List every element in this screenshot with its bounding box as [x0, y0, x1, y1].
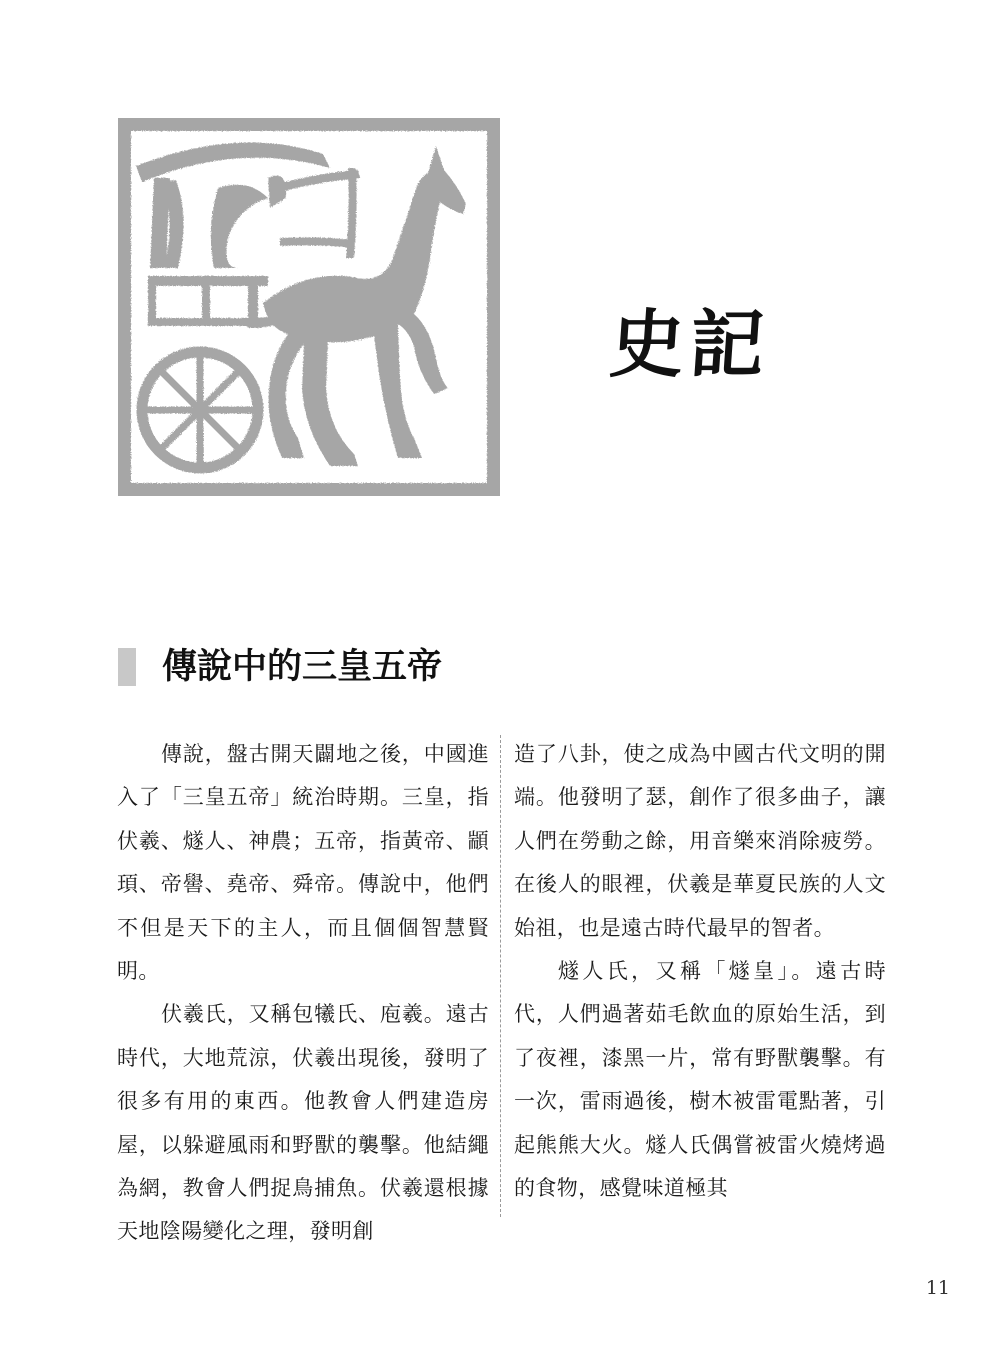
- body-paragraph: 燧人氏，又稱「燧皇」。遠古時代，人們過著茹毛飲血的原始生活，到了夜裡，漆黑一片，常有野獸襲擊。有一次，雷雨過後，樹木被雷電點著，引起熊熊大火。燧人氏偶嘗被雷火燒烤過的食物，感覺味道極其: [514, 959, 886, 1201]
- body-paragraph: 造了八卦，使之成為中國古代文明的開端。他發明了瑟，創作了很多曲子，讓人們在勞動之餘，用音樂來消除疲勞。在後人的眼裡，伏羲是華夏民族的人文始祖，也是遠古時代最早的智者。: [514, 742, 886, 940]
- section-marker-bar: [118, 648, 136, 686]
- book-title: 史記: [606, 302, 774, 388]
- page-number: 11: [925, 1277, 950, 1299]
- text-column-left: [117, 733, 489, 1254]
- body-paragraph: 傳說，盤古開天闢地之後，中國進入了「三皇五帝」統治時期。三皇，指伏羲、燧人、神農；五帝，指黃帝、顓頊、帝嚳、堯帝、舜帝。傳說中，他們不但是天下的主人，而且個個智慧賢明。: [117, 742, 489, 984]
- text-column-right: [514, 733, 886, 1210]
- chariot-seal-emblem: [118, 118, 500, 496]
- body-paragraph: 伏羲氏，又稱包犧氏、庖羲。遠古時代，大地荒涼，伏羲出現後，發明了很多有用的東西。他教會人們建造房屋，以躲避風雨和野獸的襲擊。他結繩為網，教會人們捉鳥捕魚。伏羲還根據天地陰陽變化之理，發明創: [117, 1002, 489, 1244]
- column-divider: [500, 735, 501, 1217]
- section-heading: 傳說中的三皇五帝: [162, 646, 443, 687]
